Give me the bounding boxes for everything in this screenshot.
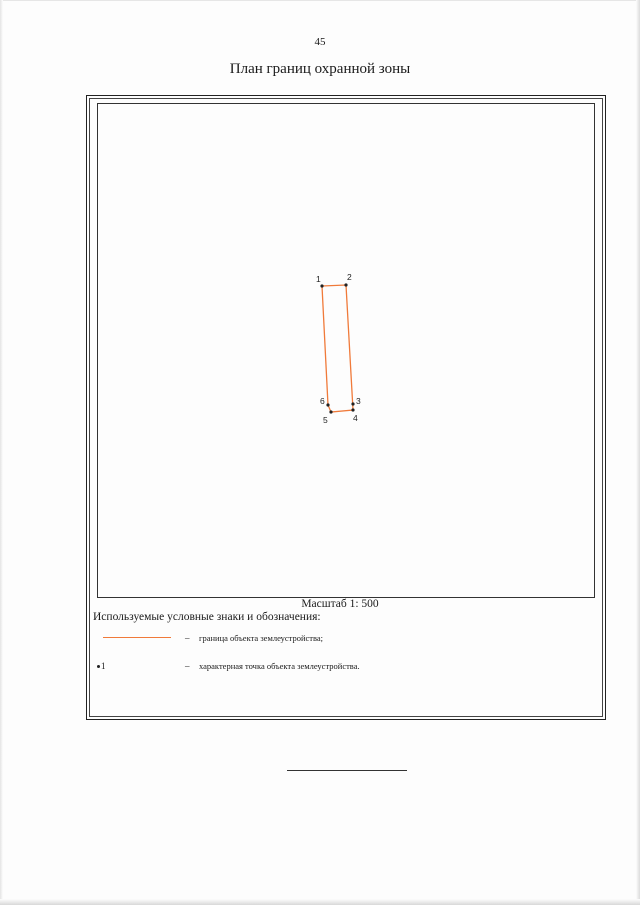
legend-point-sample-label: 1 <box>101 661 106 671</box>
legend-dash: – <box>185 661 190 671</box>
zone-boundary <box>322 285 353 412</box>
legend-point-text: характерная точка объекта землеустройства. <box>199 661 360 671</box>
boundary-point-marker <box>320 284 323 287</box>
boundary-point-label: 4 <box>353 413 358 423</box>
point-marker-icon <box>97 665 100 668</box>
legend-heading: Используемые условные знаки и обозначения: <box>93 611 321 623</box>
legend-point-sample <box>97 661 106 671</box>
boundary-point-label: 6 <box>320 396 325 406</box>
boundary-point-label: 3 <box>356 396 361 406</box>
boundary-point-marker <box>351 402 354 405</box>
page-number: 45 <box>314 36 326 48</box>
boundary-point-label: 1 <box>316 274 321 284</box>
boundary-point-label: 5 <box>323 415 328 425</box>
boundary-point-marker <box>329 410 332 413</box>
boundary-point-marker <box>344 283 347 286</box>
legend-dash: – <box>185 633 190 643</box>
boundary-point-marker <box>326 403 329 406</box>
legend-boundary-text: граница объекта землеустройства; <box>199 633 324 643</box>
boundary-point-marker <box>351 408 354 411</box>
page-title: План границ охранной зоны <box>229 61 411 77</box>
boundary-point-label: 2 <box>347 272 352 282</box>
legend-boundary-line-sample <box>103 637 171 638</box>
signature-line <box>287 770 407 771</box>
scale-label: Масштаб 1: 500 <box>301 598 379 610</box>
